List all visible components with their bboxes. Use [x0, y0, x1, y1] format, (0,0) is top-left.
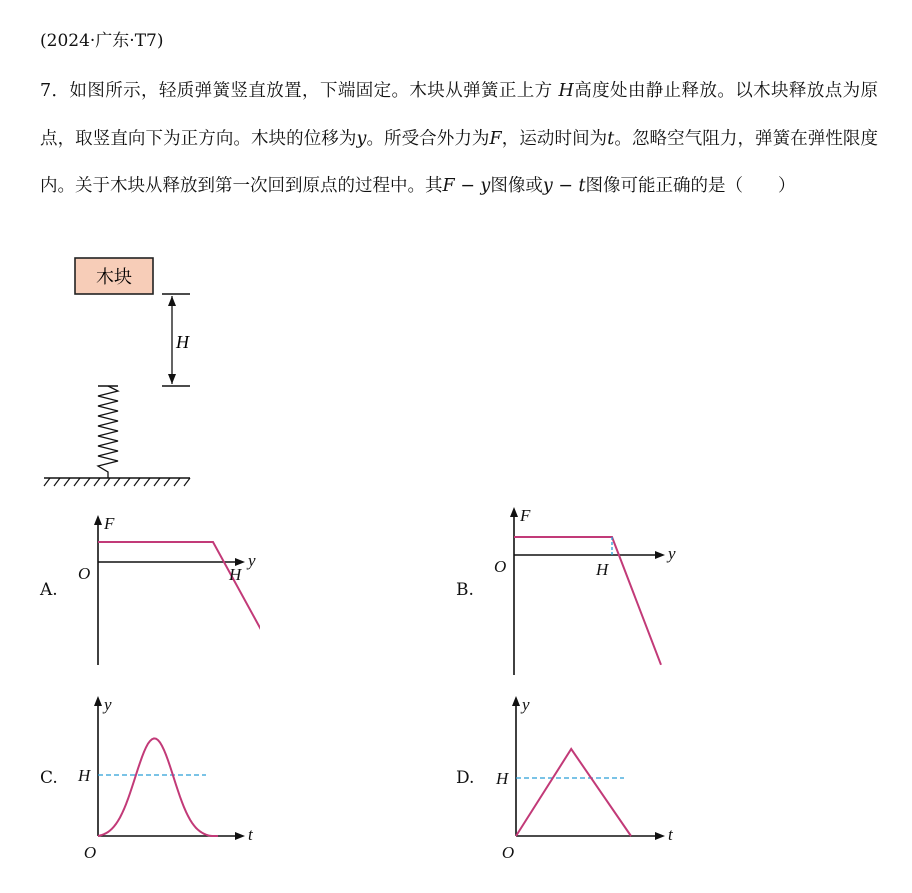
height-arrow-down	[168, 374, 176, 384]
option-c-chart[interactable]	[60, 688, 260, 863]
y-axis-label: y	[104, 695, 112, 714]
origin-label: O	[78, 564, 91, 583]
var-F: F	[489, 128, 502, 149]
block-label: 木块	[96, 267, 132, 288]
x-axis-label: t	[248, 825, 253, 844]
x-axis-label: y	[248, 551, 256, 570]
question-part: 图像或	[490, 176, 543, 196]
var-H: H	[558, 81, 574, 101]
h-tick-label: H	[596, 560, 609, 579]
option-d-chart[interactable]	[480, 688, 680, 863]
x-axis-arrow	[235, 832, 245, 840]
y-t-line	[516, 749, 631, 836]
x-axis-arrow	[655, 551, 665, 559]
y-axis-label: F	[104, 514, 115, 533]
option-b-chart[interactable]	[480, 497, 700, 677]
y-t-curve	[98, 738, 218, 836]
origin-label: O	[494, 557, 507, 576]
origin-label: O	[501, 843, 515, 862]
question-part: 。忽略空气阻力，弹簧在弹性限度内。关于木块从释放到第一次回到原点的过程中。其	[40, 128, 879, 196]
f-y-line	[514, 537, 661, 665]
ground-hatch	[44, 478, 190, 486]
height-label: H	[176, 332, 189, 352]
height-arrow-up	[168, 296, 176, 306]
var-y-t: y − t	[542, 176, 586, 196]
y-axis-arrow	[94, 515, 102, 525]
question-part: 高度处由静止释放。以木块释放点为原点，取竖直向下为正方向。木块的位移为	[40, 81, 878, 149]
option-b-letter[interactable]: B.	[456, 580, 474, 600]
var-F-y: F − y	[442, 176, 491, 196]
x-axis-label: t	[668, 825, 673, 844]
y-axis-label: F	[520, 506, 531, 525]
var-y: y	[356, 128, 367, 149]
y-axis-label: y	[522, 695, 530, 714]
question-part: 。所受合外力为	[366, 128, 490, 149]
h-tick-label: H	[496, 769, 509, 788]
origin-label: O	[83, 843, 97, 862]
option-d-letter[interactable]: D.	[456, 768, 475, 788]
y-axis-arrow	[510, 507, 518, 517]
question-part: 7．如图所示，轻质弹簧竖直放置，下端固定。木块从弹簧正上方	[40, 81, 559, 101]
option-a-letter[interactable]: A.	[40, 580, 58, 600]
x-axis-label: y	[668, 544, 676, 563]
h-tick-label: H	[78, 766, 91, 785]
y-axis-arrow	[512, 696, 520, 706]
question-part: 图像可能正确的是（ ）	[585, 176, 796, 196]
x-axis-arrow	[655, 832, 665, 840]
option-a-chart[interactable]	[60, 505, 260, 675]
h-tick-label: H	[229, 565, 242, 584]
spring	[98, 386, 118, 478]
option-c-letter[interactable]: C.	[40, 768, 58, 788]
var-t: t	[607, 128, 615, 149]
source-tag: (2024·广东·T7)	[40, 31, 164, 51]
y-axis-arrow	[94, 696, 102, 706]
question-part: ，运动时间为	[501, 128, 608, 149]
